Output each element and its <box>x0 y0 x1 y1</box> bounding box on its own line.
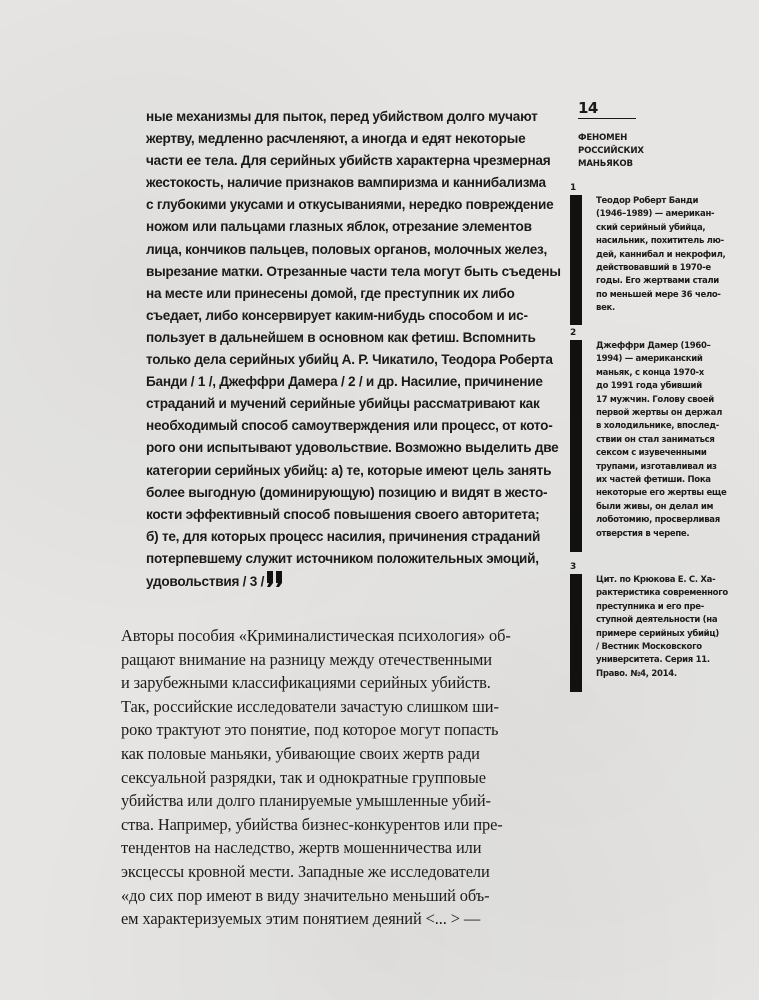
quote-line: категории серийных убийц: а) те, которые имеют цель занять <box>146 462 552 478</box>
body-line: ращают внимание на разницу между отечественными <box>121 649 492 669</box>
footnote-line: век. <box>596 303 615 314</box>
footnote-line: рактеристика современного <box>596 588 728 599</box>
quote-line: жертву, медленно расчленяют, а иногда и едят некоторые <box>146 131 526 147</box>
body-line: и зарубежными классификациями серийных убийств. <box>121 673 491 693</box>
footnote-line: / Вестник Московского <box>596 642 702 653</box>
footnote-line: (1946–1989) — американ- <box>596 209 715 220</box>
section-title-line: МАНЬЯКОВ <box>578 159 633 169</box>
body-line: сексуальной разрядки, так и однократные групповые <box>121 767 486 787</box>
footnote-text <box>596 340 727 541</box>
footnote-bar <box>570 574 582 692</box>
footnote-line: примере серийных убийц) <box>596 628 719 639</box>
quote-line: с глубокими укусами и откусываниями, нередко повреждение <box>146 197 554 213</box>
quote-block <box>146 106 561 593</box>
body-line: Авторы пособия «Криминалистическая психология» об- <box>121 626 511 645</box>
quote-line: ные механизмы для пыток, перед убийством долго мучают <box>146 109 538 124</box>
footnote-line: ствии он стал заниматься <box>596 434 715 445</box>
footnote-line: в холодильнике, впослед- <box>596 421 720 432</box>
footnote-line: первой жертвы он держал <box>596 408 723 419</box>
footnote-line: 17 мужчин. Голову своей <box>596 394 714 405</box>
body-line: убийства или долго планируемые умышленные убий- <box>121 791 491 811</box>
quote-line: части ее тела. Для серийных убийств характерна чрезмерная <box>146 153 551 169</box>
quote-line: Банди / 1 /, Джеффри Дамера / 2 / и др. Насилие, причинение <box>146 374 543 390</box>
footnote-line: были живы, он делал им <box>596 501 714 512</box>
footnote-line: маньяк, с конца 1970-х <box>596 367 704 378</box>
body-paragraph <box>121 624 541 931</box>
footnote-line: по меньшей мере 36 чело- <box>596 289 721 300</box>
closing-quote-icon <box>266 570 284 588</box>
body-line: ства. Например, убийства бизнес-конкурентов или пре- <box>121 814 503 834</box>
footnote-line: до 1991 года убивший <box>596 381 702 392</box>
footnote-line: действовавший в 1970-е <box>596 263 711 274</box>
footnote-line: Цит. по Крюкова Е. С. Ха- <box>596 575 716 585</box>
quote-line: потерпевшему служит источником положительных эмоций, <box>146 550 539 566</box>
quote-line: жестокость, наличие признаков вампиризма и каннибализма <box>146 175 546 191</box>
section-title-line: РОССИЙСКИХ <box>578 146 644 156</box>
section-title-line: ФЕНОМЕН <box>578 133 628 143</box>
body-line: эксцессы кровной мести. Западные же исследователи <box>121 861 490 881</box>
body-line: как половые маньяки, убивающие своих жертв ради <box>121 743 480 763</box>
footnote-line: ский серийный убийца, <box>596 222 706 233</box>
quote-line: рого они испытывают удовольствие. Возможно выделить две <box>146 440 559 456</box>
body-line: «до сих пор имеют в виду значительно меньший объ- <box>121 885 490 905</box>
footnote-number: 2 <box>570 328 577 338</box>
quote-line: б) те, для которых процесс насилия, причинения страданий <box>146 528 541 544</box>
footnote-text <box>596 574 728 681</box>
footnote-number: 3 <box>570 562 577 572</box>
footnote-line: преступника и его пре- <box>596 601 704 612</box>
footnote-line: ступной деятельности (на <box>596 615 718 626</box>
footnote-line: сексом с изувеченными <box>596 448 707 459</box>
footnote-text <box>596 195 725 316</box>
quote-line: на месте или принесены домой, где преступник их либо <box>146 285 515 301</box>
quote-line: страданий и мучений серийные убийцы рассматривают как <box>146 396 540 412</box>
quote-line: необходимый способ самоутверждения или процесс, от кото- <box>146 418 553 434</box>
footnote-line: Джеффри Дамер (1960– <box>596 341 711 351</box>
quote-last-line <box>146 570 532 593</box>
quote-line: лица, кончиков пальцев, половых органов, молочных желез, <box>146 241 548 257</box>
footnote-line: лоботомию, просверливая <box>596 515 720 526</box>
page-number: 14 <box>578 99 636 119</box>
footnote-line: университета. Серия 11. <box>596 655 710 666</box>
footnote-line: отверстия в черепе. <box>596 528 690 539</box>
footnote-line: трупами, изготавливал из <box>596 461 717 472</box>
body-line: тендентов на наследство, жертв мошенничества или <box>121 838 482 858</box>
body-line: Так, российские исследователи зачастую слишком ши- <box>121 696 499 716</box>
quote-line: кости эффективный способ повышения своего авторитета; <box>146 506 540 522</box>
footnote-bar <box>570 340 582 552</box>
footnote-number: 1 <box>570 183 577 193</box>
body-line: ем характеризуемых этим понятием деяний <... > — <box>121 909 481 929</box>
section-title <box>578 132 644 171</box>
quote-line: съедает, либо консервирует каким-нибудь способом и ис- <box>146 307 528 323</box>
footnote-bar <box>570 195 582 325</box>
quote-line: только дела серийных убийц А. Р. Чикатило, Теодора Роберта <box>146 352 553 368</box>
footnote-line: некоторые его жертвы еще <box>596 488 727 499</box>
footnote-line: дей, каннибал и некрофил, <box>596 249 726 260</box>
quote-line: ножом или пальцами глазных яблок, отрезание элементов <box>146 219 532 235</box>
quote-line: удовольствия / 3 / <box>146 573 265 589</box>
footnote-line: Право. №4, 2014. <box>596 668 677 679</box>
quote-line: более выгодную (доминирующую) позицию и видят в жесто- <box>146 484 548 500</box>
footnote-line: 1994) — американский <box>596 354 703 365</box>
quote-line: вырезание матки. Отрезанные части тела могут быть съедены <box>146 263 561 279</box>
footnote-line: насильник, похититель лю- <box>596 236 724 247</box>
footnote-line: Теодор Роберт Банди <box>596 196 699 206</box>
footnote-line: годы. Его жертвами стали <box>596 276 719 287</box>
body-line: роко трактуют это понятие, под которое могут попасть <box>121 720 499 740</box>
quote-line: пользует в дальнейшем в основном как фетиш. Вспомнить <box>146 329 536 345</box>
footnote-line: их частей фетиши. Пока <box>596 475 711 486</box>
